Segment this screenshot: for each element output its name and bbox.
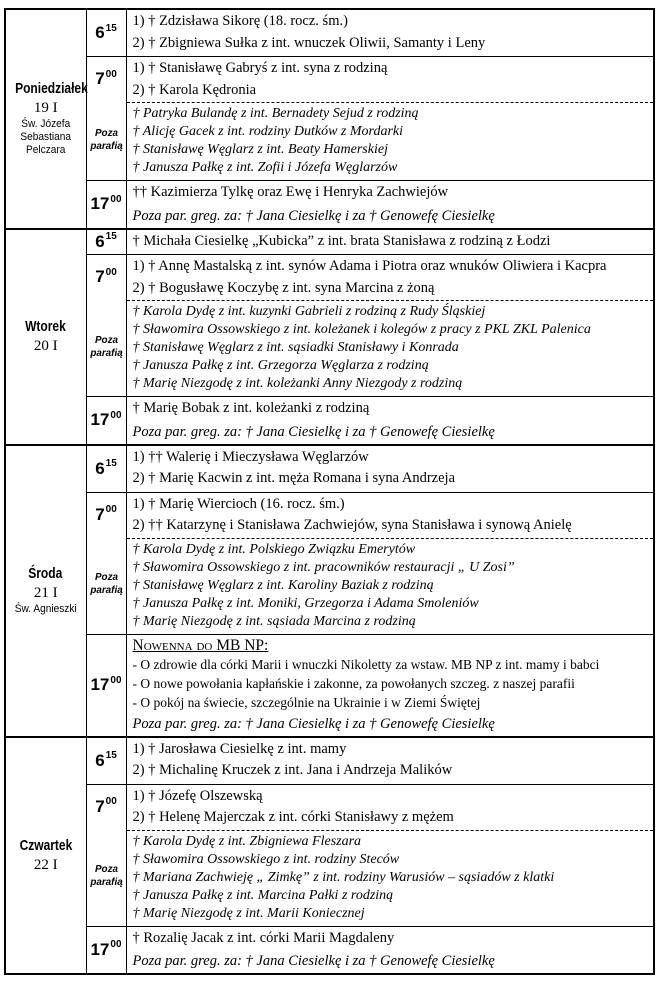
time-cell	[86, 229, 126, 255]
schedule-row	[5, 784, 654, 926]
outside-parish-label-text: Poza parafią	[89, 571, 123, 596]
outside-parish-line: † Marię Niezgodę z int. sąsiada Marcina z rodziną	[132, 613, 416, 629]
outside-parish-line: † Karola Dydę z int. kuzynki Gabrieli z rodziną z Rudy Śląskiej	[132, 304, 486, 319]
time-hour: 7	[95, 504, 105, 524]
time-cell	[86, 397, 126, 445]
time-label	[87, 751, 126, 771]
gregorian-note: Poza par. greg. za: † Jana Ciesielkę i za † Genowefę Ciesielkę	[132, 423, 495, 440]
time-label	[87, 675, 126, 695]
outside-parish-line: † Stanisławę Węglarz z int. Beaty Hamerskiej	[132, 142, 388, 157]
outside-parish-line: † Karola Dydę z int. Polskiego Związku Emerytów	[132, 541, 416, 557]
intention-line: 1) † Marię Wiercioch (16. rocz. śm.)	[132, 495, 345, 512]
intention-line: 2) † Bogusławę Koczybę z int. syna Marcina z żoną	[132, 279, 435, 296]
schedule-row	[5, 181, 654, 229]
intentions-cell	[126, 397, 654, 445]
time-label-wrap	[87, 255, 126, 299]
time-hour: 7	[95, 69, 105, 88]
outside-parish-line: † Stanisławę Węglarz z int. sąsiadki Stanisławy i Konrada	[132, 340, 459, 355]
outside-parish-line: † Patryka Bulandę z int. Bernadety Sejud z rodziną	[132, 106, 419, 121]
time-cell	[86, 634, 126, 737]
time-hour: 17	[90, 194, 110, 214]
outside-parish-label-text: Poza parafią	[89, 863, 123, 888]
novena-heading: Nowenna do MB NP:	[132, 636, 269, 654]
novena-intention-line: - O nowe powołania kapłańskie i zakonne, za powołanych szczeg. z naszej parafii	[132, 675, 575, 691]
time-label	[95, 505, 117, 525]
intention-line: 1) † Jarosława Ciesielkę z int. mamy	[132, 740, 347, 757]
day-date: 21 I	[33, 585, 58, 601]
time-hour: 6	[95, 23, 105, 42]
time-hour: 7	[95, 796, 105, 816]
schedule-row	[5, 492, 654, 634]
time-label-wrap	[87, 57, 126, 101]
schedule-row	[5, 229, 654, 255]
time-hour: 6	[95, 458, 105, 478]
time-label	[87, 459, 126, 479]
day-cell	[5, 445, 86, 737]
outside-parish-line: † Sławomira Ossowskiego z int. pracowników restauracji „ U Zosi”	[132, 559, 515, 575]
outside-parish-label	[87, 537, 126, 632]
time-hour: 17	[90, 939, 110, 959]
intention-line: 1) † Józefę Olszewską	[132, 787, 263, 804]
outside-parish-line: † Marię Niezgodę z int. koleżanki Anny Niezgody z rodziną	[132, 376, 463, 391]
day-feast	[6, 118, 86, 157]
day-name: Środa	[28, 565, 63, 582]
intention-line: 2) † Michalinę Kruczek z int. Jana i Andrzeja Malików	[132, 762, 453, 778]
schedule-body	[5, 9, 654, 974]
intentions-cell	[126, 57, 654, 181]
outside-parish-block	[127, 830, 654, 924]
day-cell	[5, 737, 86, 975]
intention-line: 1) † Annę Mastalską z int. synów Adama i Piotra oraz wnuków Oliwiera i Kacpra	[132, 258, 607, 274]
time-hour: 6	[95, 231, 105, 251]
schedule-row	[5, 397, 654, 445]
day-feast-line: Św. Józefa	[21, 118, 71, 131]
time-label	[95, 69, 117, 89]
time-minutes-sup: 15	[105, 22, 117, 34]
novena-intention-line: - O pokój na świecie, szczególnie na Ukrainie i w Ziemi Świętej	[132, 694, 481, 710]
outside-parish-label	[87, 299, 126, 394]
time-label-wrap	[87, 785, 126, 829]
schedule-row	[5, 57, 654, 181]
time-cell	[86, 737, 126, 785]
time-minutes-sup: 00	[105, 796, 117, 808]
outside-parish-line: † Janusza Pałkę z int. Marcina Pałki z rodziną	[132, 887, 394, 903]
gregorian-note: Poza par. greg. za: † Jana Ciesielkę i za † Genowefę Ciesielkę	[132, 715, 495, 732]
time-label	[87, 232, 126, 252]
time-cell	[86, 9, 126, 57]
intention-line: † Michała Ciesielkę „Kubicka” z int. brata Stanisława z rodziną z Łodzi	[132, 232, 551, 249]
time-minutes-sup: 00	[110, 193, 122, 205]
time-minutes-sup: 15	[105, 458, 117, 470]
outside-parish-line: † Alicję Gacek z int. rodziny Dutków z Mordarki	[132, 124, 403, 139]
time-hour: 7	[95, 267, 105, 286]
time-cell	[86, 255, 126, 397]
schedule-row	[5, 445, 654, 493]
outside-parish-block	[127, 300, 654, 394]
intention-line: † Rozalię Jacak z int. córki Marii Magdaleny	[132, 929, 395, 946]
schedule-row	[5, 926, 654, 974]
outside-parish-line: † Mariana Zachwieję „ Zimkę” z int. rodziny Warusiów – sąsiadów z klatki	[132, 869, 555, 885]
time-label	[87, 410, 126, 430]
day-date: 19 I	[33, 100, 58, 117]
intentions-cell	[126, 229, 654, 255]
intention-line: 2) †† Katarzynę i Stanisława Zachwiejów, syna Stanisława i synową Anielę	[132, 517, 572, 533]
time-cell	[86, 784, 126, 926]
gregorian-note: Poza par. greg. za: † Jana Ciesielkę i za † Genowefę Ciesielkę	[132, 207, 495, 224]
outside-parish-line: † Marię Niezgodę z int. Marii Koniecznej	[132, 905, 365, 921]
novena-intention-line: - O zdrowie dla córki Marii i wnuczki Nikoletty za wstaw. MB NP z int. mamy i babci	[132, 656, 600, 672]
intentions-cell	[126, 634, 654, 737]
time-cell	[86, 926, 126, 974]
outside-parish-line: † Janusza Pałkę z int. Zofii i Józefa Węglarzów	[132, 160, 398, 175]
time-hour: 17	[90, 410, 110, 430]
schedule-row	[5, 9, 654, 57]
intentions-cell	[126, 181, 654, 229]
intention-line: 2) † Zbigniewa Sułka z int. wnuczek Oliwii, Samanty i Leny	[132, 34, 486, 51]
intentions-cell	[126, 9, 654, 57]
intention-line: 2) † Karola Kędronia	[132, 81, 257, 98]
outside-parish-label	[87, 101, 126, 178]
time-minutes-sup: 00	[110, 674, 122, 686]
day-cell	[5, 229, 86, 445]
time-label	[87, 23, 126, 43]
intentions-cell	[126, 492, 654, 634]
intention-line: 1) †† Walerię i Mieczysława Węglarzów	[132, 448, 369, 465]
outside-parish-line: † Janusza Pałkę z int. Moniki, Grzegorza i Adama Smoleniów	[132, 595, 479, 611]
day-name: Czwartek	[19, 836, 73, 854]
day-feast	[6, 603, 86, 616]
day-feast-line: Sebastiana	[20, 131, 72, 144]
outside-parish-line: † Stanisławę Węglarz z int. Karoliny Baziak z rodziną	[132, 577, 434, 593]
time-minutes-sup: 15	[105, 231, 117, 243]
intention-line: 2) † Marię Kacwin z int. męża Romana i syna Andrzeja	[132, 470, 456, 486]
intentions-cell	[126, 255, 654, 397]
gregorian-note: Poza par. greg. za: † Jana Ciesielkę i za † Genowefę Ciesielkę	[132, 953, 495, 969]
outside-parish-block	[127, 538, 654, 632]
intention-line: 1) † Zdzisława Sikorę (18. rocz. śm.)	[132, 13, 348, 29]
time-cell	[86, 57, 126, 181]
intentions-cell	[126, 784, 654, 926]
time-cell	[86, 492, 126, 634]
outside-parish-line: † Sławomira Ossowskiego z int. rodziny Steców	[132, 851, 400, 867]
intentions-cell	[126, 926, 654, 974]
time-label	[87, 940, 126, 960]
outside-parish-line: † Karola Dydę z int. Zbigniewa Fleszara	[132, 833, 362, 849]
intentions-cell	[126, 445, 654, 493]
intentions-cell	[126, 737, 654, 785]
time-minutes-sup: 00	[110, 939, 122, 951]
schedule-row	[5, 255, 654, 397]
schedule-row	[5, 634, 654, 737]
time-label	[95, 267, 117, 287]
day-feast-line: Św. Agnieszki	[14, 603, 77, 615]
outside-parish-label	[87, 829, 126, 924]
day-feast-line: Pelczara	[26, 144, 66, 157]
intention-line: †† Kazimierza Tylkę oraz Ewę i Henryka Zachwiejów	[132, 184, 449, 200]
outside-parish-label-text: Poza parafią	[89, 333, 123, 359]
time-minutes-sup: 00	[110, 409, 122, 421]
intention-line: 2) † Helenę Majerczak z int. córki Stanisławy z mężem	[132, 809, 454, 825]
time-hour: 17	[90, 675, 110, 694]
day-date: 22 I	[33, 856, 58, 873]
day-cell	[5, 9, 86, 229]
intention-line: 1) † Stanisławę Gabryś z int. syna z rodziną	[132, 60, 388, 76]
outside-parish-line: † Janusza Pałkę z int. Grzegorza Węglarza z rodziną	[132, 358, 429, 373]
time-minutes-sup: 00	[105, 504, 117, 516]
time-label-wrap	[87, 493, 126, 537]
time-minutes-sup: 15	[105, 750, 117, 762]
mass-intentions-table	[4, 8, 655, 975]
day-name: Poniedziałek	[15, 80, 88, 98]
day-date: 20 I	[33, 338, 58, 354]
time-cell	[86, 181, 126, 229]
schedule-row	[5, 737, 654, 785]
time-minutes-sup: 00	[105, 68, 117, 80]
outside-parish-line: † Sławomira Ossowskiego z int. koleżanek i kolegów z pracy z PKL ZKL Palenica	[132, 322, 591, 337]
day-name: Wtorek	[25, 318, 67, 335]
outside-parish-label-text: Poza parafią	[89, 126, 123, 152]
time-label	[95, 797, 117, 817]
outside-parish-block	[127, 102, 654, 178]
time-label	[87, 194, 126, 214]
time-hour: 6	[95, 750, 105, 770]
time-minutes-sup: 00	[105, 266, 117, 278]
intention-line: † Marię Bobak z int. koleżanki z rodziną	[132, 400, 370, 416]
time-cell	[86, 445, 126, 493]
